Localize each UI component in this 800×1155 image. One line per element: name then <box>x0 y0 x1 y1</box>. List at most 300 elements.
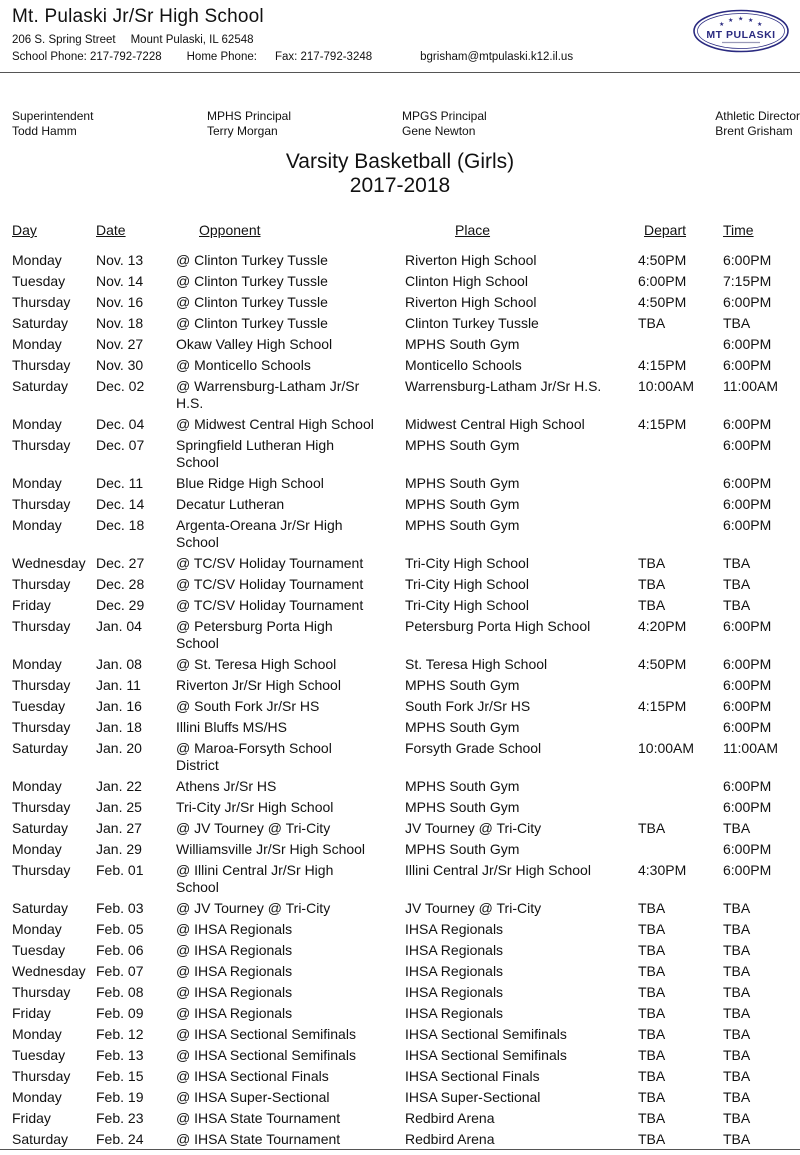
cell-depart <box>638 719 723 723</box>
header-day: Day <box>12 222 37 238</box>
cell-opponent: Riverton Jr/Sr High School <box>176 677 341 693</box>
cell-day: Tuesday <box>12 698 66 714</box>
email-address: bgrisham@mtpulaski.k12.il.us <box>420 51 574 63</box>
cell-day: Monday <box>12 921 62 937</box>
cell-date: Jan. 25 <box>96 799 142 815</box>
schedule-row <box>12 1089 800 1110</box>
cell-day: Saturday <box>12 378 69 394</box>
cell-place: Redbird Arena <box>405 1131 495 1147</box>
cell-date: Feb. 12 <box>96 1026 144 1042</box>
cell-time: TBA <box>723 963 751 979</box>
cell-place: Forsyth Grade School <box>405 740 542 756</box>
cell-depart <box>638 677 723 681</box>
header-date: Date <box>96 222 126 238</box>
cell-day: Thursday <box>12 719 71 735</box>
contact-line <box>12 51 573 63</box>
cell-day: Tuesday <box>12 273 66 289</box>
cell-day: Monday <box>12 778 62 794</box>
school-seal-icon <box>692 8 790 54</box>
cell-opponent: @ South Fork Jr/Sr HS <box>176 698 320 714</box>
cell-opponent: @ Midwest Central High School <box>176 416 374 432</box>
cell-depart: 6:00PM <box>638 273 687 289</box>
cell-day: Friday <box>12 597 51 613</box>
cell-date: Feb. 19 <box>96 1089 144 1105</box>
cell-opponent: @ IHSA Sectional Finals <box>176 1068 329 1084</box>
cell-opponent: @ IHSA Regionals <box>176 942 293 958</box>
cell-place: IHSA Regionals <box>405 963 504 979</box>
cell-depart: 10:00AM <box>638 740 695 756</box>
cell-place: MPHS South Gym <box>405 719 520 735</box>
page-title-line2: 2017-2018 <box>349 174 451 197</box>
cell-day: Tuesday <box>12 1047 66 1063</box>
cell-depart <box>638 475 723 479</box>
star-icon: ★ <box>757 22 763 28</box>
cell-date: Dec. 07 <box>96 437 145 453</box>
cell-depart <box>638 778 723 782</box>
schedule-row <box>12 517 800 555</box>
cell-time: TBA <box>723 597 751 613</box>
cell-place: Riverton High School <box>405 294 537 310</box>
staff-name: Todd Hamm <box>12 124 77 138</box>
cell-time: TBA <box>723 315 751 331</box>
cell-date: Dec. 28 <box>96 576 145 592</box>
cell-opponent: Athens Jr/Sr HS <box>176 778 277 794</box>
footer-divider <box>0 1149 800 1150</box>
cell-opponent: @ Illini Central Jr/Sr High School <box>176 862 334 895</box>
star-icon: ★ <box>738 16 744 23</box>
cell-depart: TBA <box>638 1047 666 1063</box>
cell-opponent: @ St. Teresa High School <box>176 656 337 672</box>
schedule-row <box>12 984 800 1005</box>
address-street: 206 S. Spring Street <box>12 34 116 46</box>
cell-opponent: @ IHSA Sectional Semifinals <box>176 1047 356 1063</box>
staff-item <box>12 109 207 138</box>
cell-date: Feb. 13 <box>96 1047 144 1063</box>
schedule-row <box>12 841 800 862</box>
schedule-row <box>12 294 800 315</box>
schedule-row <box>12 677 800 698</box>
school-info <box>12 6 573 63</box>
cell-opponent: @ Petersburg Porta High School <box>176 618 333 651</box>
header-divider <box>0 72 800 73</box>
cell-time: TBA <box>723 900 751 916</box>
cell-depart: TBA <box>638 1026 666 1042</box>
schedule-row <box>12 1068 800 1089</box>
cell-place: MPHS South Gym <box>405 799 520 815</box>
cell-depart: TBA <box>638 315 666 331</box>
schedule-row <box>12 336 800 357</box>
cell-place: MPHS South Gym <box>405 517 520 533</box>
cell-date: Jan. 29 <box>96 841 142 857</box>
staff-title: MPHS Principal <box>207 109 292 123</box>
cell-depart: 4:15PM <box>638 698 687 714</box>
cell-time: TBA <box>723 1005 751 1021</box>
cell-opponent: @ IHSA State Tournament <box>176 1131 341 1147</box>
cell-opponent: @ Monticello Schools <box>176 357 311 373</box>
staff-title: Superintendent <box>12 109 94 123</box>
cell-place: IHSA Regionals <box>405 921 504 937</box>
cell-time: 6:00PM <box>723 336 772 352</box>
header-depart: Depart <box>644 222 687 238</box>
schedule-row <box>12 656 800 677</box>
cell-opponent: Illini Bluffs MS/HS <box>176 719 287 735</box>
cell-date: Feb. 06 <box>96 942 144 958</box>
header-place: Place <box>455 222 491 238</box>
cell-time: 11:00AM <box>723 378 778 394</box>
schedule-row <box>12 378 800 416</box>
cell-day: Thursday <box>12 576 71 592</box>
cell-depart: TBA <box>638 984 666 1000</box>
cell-depart: TBA <box>638 900 666 916</box>
staff-row <box>0 109 800 138</box>
cell-depart: TBA <box>638 1110 666 1126</box>
cell-day: Thursday <box>12 496 71 512</box>
cell-depart: 4:50PM <box>638 294 687 310</box>
cell-depart <box>638 517 723 521</box>
schedule-row <box>12 820 800 841</box>
cell-depart: TBA <box>638 576 666 592</box>
schedule-body <box>12 252 800 1152</box>
cell-depart: TBA <box>638 921 666 937</box>
cell-place: Tri-City High School <box>405 597 529 613</box>
schedule-row <box>12 496 800 517</box>
cell-time: 6:00PM <box>723 841 772 857</box>
star-icon: ★ <box>748 18 754 24</box>
cell-day: Saturday <box>12 315 69 331</box>
cell-day: Thursday <box>12 294 71 310</box>
cell-date: Feb. 05 <box>96 921 144 937</box>
cell-date: Nov. 27 <box>96 336 144 352</box>
staff-item <box>715 109 800 138</box>
cell-time: 6:00PM <box>723 698 772 714</box>
cell-depart: TBA <box>638 1131 666 1147</box>
cell-time: TBA <box>723 576 751 592</box>
cell-time: 7:15PM <box>723 273 772 289</box>
cell-depart <box>638 799 723 803</box>
cell-place: MPHS South Gym <box>405 841 520 857</box>
cell-opponent: @ Maroa-Forsyth School District <box>176 740 332 773</box>
cell-place: JV Tourney @ Tri-City <box>405 820 542 836</box>
schedule-row <box>12 475 800 496</box>
page-title-line1: Varsity Basketball (Girls) <box>285 150 515 173</box>
cell-opponent: @ IHSA Super-Sectional <box>176 1089 330 1105</box>
cell-opponent: @ TC/SV Holiday Tournament <box>176 555 364 571</box>
cell-opponent: @ Clinton Turkey Tussle <box>176 315 328 331</box>
schedule-row <box>12 576 800 597</box>
cell-day: Monday <box>12 656 62 672</box>
cell-time: 6:00PM <box>723 862 772 878</box>
cell-time: TBA <box>723 942 751 958</box>
cell-day: Thursday <box>12 1068 71 1084</box>
schedule-row <box>12 437 800 475</box>
cell-opponent: Williamsville Jr/Sr High School <box>176 841 366 857</box>
cell-day: Saturday <box>12 820 69 836</box>
cell-date: Jan. 18 <box>96 719 142 735</box>
cell-place: IHSA Sectional Semifinals <box>405 1047 567 1063</box>
cell-opponent: Blue Ridge High School <box>176 475 324 491</box>
cell-opponent: @ IHSA Sectional Semifinals <box>176 1026 356 1042</box>
cell-time: TBA <box>723 1047 751 1063</box>
cell-place: Illini Central Jr/Sr High School <box>405 862 591 878</box>
cell-date: Nov. 18 <box>96 315 144 331</box>
cell-day: Wednesday <box>12 963 86 979</box>
cell-date: Nov. 13 <box>96 252 144 268</box>
schedule-row <box>12 597 800 618</box>
cell-place: JV Tourney @ Tri-City <box>405 900 542 916</box>
cell-day: Monday <box>12 416 62 432</box>
home-phone-label: Home Phone: <box>186 51 257 63</box>
cell-date: Dec. 27 <box>96 555 145 571</box>
schedule-row <box>12 698 800 719</box>
cell-place: Monticello Schools <box>405 357 522 373</box>
cell-place: St. Teresa High School <box>405 656 548 672</box>
cell-date: Feb. 09 <box>96 1005 144 1021</box>
cell-place: Redbird Arena <box>405 1110 495 1126</box>
schedule-row <box>12 778 800 799</box>
cell-opponent: @ TC/SV Holiday Tournament <box>176 576 364 592</box>
cell-place: IHSA Regionals <box>405 1005 504 1021</box>
cell-place: Clinton Turkey Tussle <box>405 315 539 331</box>
schedule-row <box>12 1047 800 1068</box>
schedule-row <box>12 555 800 576</box>
cell-depart <box>638 336 723 340</box>
address-line <box>12 34 573 46</box>
star-icon: ★ <box>728 18 734 24</box>
schedule-row <box>12 315 800 336</box>
schedule-row <box>12 1005 800 1026</box>
cell-day: Thursday <box>12 677 71 693</box>
cell-time: TBA <box>723 1110 751 1126</box>
cell-date: Dec. 18 <box>96 517 145 533</box>
cell-depart: TBA <box>638 963 666 979</box>
cell-depart: 4:20PM <box>638 618 687 634</box>
cell-depart: 4:50PM <box>638 252 687 268</box>
cell-place: IHSA Sectional Semifinals <box>405 1026 567 1042</box>
cell-day: Monday <box>12 336 62 352</box>
cell-time: 6:00PM <box>723 475 772 491</box>
cell-date: Jan. 16 <box>96 698 142 714</box>
cell-date: Jan. 20 <box>96 740 142 756</box>
cell-time: TBA <box>723 1131 751 1147</box>
cell-date: Jan. 27 <box>96 820 142 836</box>
schedule-row <box>12 1110 800 1131</box>
cell-day: Thursday <box>12 862 71 878</box>
staff-name: Terry Morgan <box>207 124 278 138</box>
page-header <box>0 6 800 63</box>
cell-depart: TBA <box>638 597 666 613</box>
cell-day: Saturday <box>12 900 69 916</box>
cell-depart: TBA <box>638 555 666 571</box>
cell-time: TBA <box>723 820 751 836</box>
schedule-row <box>12 900 800 921</box>
cell-date: Feb. 23 <box>96 1110 144 1126</box>
header-opponent: Opponent <box>199 222 261 238</box>
cell-time: 6:00PM <box>723 618 772 634</box>
cell-time: 6:00PM <box>723 799 772 815</box>
cell-date: Nov. 30 <box>96 357 144 373</box>
cell-date: Jan. 11 <box>96 677 141 693</box>
cell-place: IHSA Super-Sectional <box>405 1089 541 1105</box>
cell-opponent: @ JV Tourney @ Tri-City <box>176 900 331 916</box>
cell-place: Midwest Central High School <box>405 416 585 432</box>
cell-place: IHSA Sectional Finals <box>405 1068 540 1084</box>
cell-depart: TBA <box>638 1005 666 1021</box>
schedule-row <box>12 357 800 378</box>
cell-depart <box>638 496 723 500</box>
cell-depart: TBA <box>638 942 666 958</box>
cell-time: 6:00PM <box>723 517 772 533</box>
cell-place: Petersburg Porta High School <box>405 618 591 634</box>
cell-opponent: @ Clinton Turkey Tussle <box>176 252 328 268</box>
page-title <box>0 150 800 198</box>
staff-title: MPGS Principal <box>402 109 487 123</box>
cell-depart: TBA <box>638 820 666 836</box>
schedule-row <box>12 740 800 778</box>
cell-depart <box>638 437 723 441</box>
cell-date: Dec. 02 <box>96 378 145 394</box>
cell-date: Nov. 14 <box>96 273 144 289</box>
cell-opponent: @ IHSA State Tournament <box>176 1110 341 1126</box>
schedule-row <box>12 719 800 740</box>
cell-place: IHSA Regionals <box>405 942 504 958</box>
cell-place: Tri-City High School <box>405 576 529 592</box>
school-phone: School Phone: 217-792-7228 <box>12 51 162 63</box>
cell-day: Monday <box>12 1089 62 1105</box>
cell-opponent: Tri-City Jr/Sr High School <box>176 799 334 815</box>
cell-depart <box>638 841 723 845</box>
cell-time: TBA <box>723 555 751 571</box>
cell-day: Wednesday <box>12 555 86 571</box>
cell-day: Monday <box>12 252 62 268</box>
schedule-row <box>12 963 800 984</box>
cell-place: IHSA Regionals <box>405 984 504 1000</box>
cell-opponent: @ IHSA Regionals <box>176 963 293 979</box>
cell-opponent: Argenta-Oreana Jr/Sr High School <box>176 517 343 550</box>
cell-place: MPHS South Gym <box>405 677 520 693</box>
cell-date: Feb. 08 <box>96 984 144 1000</box>
cell-time: 6:00PM <box>723 416 772 432</box>
cell-opponent: @ IHSA Regionals <box>176 984 293 1000</box>
cell-place: MPHS South Gym <box>405 496 520 512</box>
cell-day: Friday <box>12 1005 51 1021</box>
cell-time: TBA <box>723 921 751 937</box>
address-city: Mount Pulaski, IL 62548 <box>130 34 254 46</box>
staff-item <box>207 109 402 138</box>
cell-time: 6:00PM <box>723 656 772 672</box>
cell-day: Thursday <box>12 618 71 634</box>
cell-date: Feb. 07 <box>96 963 144 979</box>
header-time: Time <box>723 222 754 238</box>
star-icon: ★ <box>719 22 725 28</box>
staff-item <box>402 109 715 138</box>
cell-date: Feb. 03 <box>96 900 144 916</box>
cell-place: MPHS South Gym <box>405 336 520 352</box>
school-name: Mt. Pulaski Jr/Sr High School <box>12 6 264 27</box>
cell-time: 6:00PM <box>723 496 772 512</box>
cell-opponent: @ JV Tourney @ Tri-City <box>176 820 331 836</box>
cell-day: Saturday <box>12 1131 69 1147</box>
logo-text: MT PULASKI <box>706 29 776 41</box>
cell-day: Friday <box>12 1110 51 1126</box>
cell-time: 6:00PM <box>723 719 772 735</box>
cell-date: Jan. 04 <box>96 618 142 634</box>
cell-day: Thursday <box>12 799 71 815</box>
schedule-row <box>12 862 800 900</box>
cell-time: 11:00AM <box>723 740 778 756</box>
cell-place: South Fork Jr/Sr HS <box>405 698 531 714</box>
cell-date: Dec. 04 <box>96 416 145 432</box>
cell-depart: TBA <box>638 1068 666 1084</box>
cell-time: TBA <box>723 1068 751 1084</box>
cell-place: MPHS South Gym <box>405 475 520 491</box>
cell-place: MPHS South Gym <box>405 437 520 453</box>
cell-time: 6:00PM <box>723 294 772 310</box>
staff-title: Athletic Director <box>715 109 800 123</box>
cell-depart: 4:15PM <box>638 357 687 373</box>
cell-day: Monday <box>12 517 62 533</box>
cell-place: Clinton High School <box>405 273 528 289</box>
cell-depart: 4:15PM <box>638 416 687 432</box>
schedule-row <box>12 1026 800 1047</box>
cell-date: Feb. 01 <box>96 862 144 878</box>
cell-opponent: @ Warrensburg-Latham Jr/Sr H.S. <box>176 378 360 411</box>
cell-day: Tuesday <box>12 942 66 958</box>
cell-depart: 4:30PM <box>638 862 687 878</box>
cell-place: Riverton High School <box>405 252 537 268</box>
schedule-row <box>12 799 800 820</box>
cell-day: Monday <box>12 1026 62 1042</box>
cell-day: Thursday <box>12 437 71 453</box>
cell-date: Jan. 08 <box>96 656 142 672</box>
cell-place: Tri-City High School <box>405 555 529 571</box>
cell-date: Feb. 15 <box>96 1068 144 1084</box>
cell-date: Dec. 11 <box>96 475 144 491</box>
cell-date: Nov. 16 <box>96 294 144 310</box>
cell-opponent: @ TC/SV Holiday Tournament <box>176 597 364 613</box>
cell-time: 6:00PM <box>723 778 772 794</box>
cell-opponent: @ Clinton Turkey Tussle <box>176 294 328 310</box>
schedule-row <box>12 252 800 273</box>
cell-time: 6:00PM <box>723 252 772 268</box>
cell-date: Dec. 14 <box>96 496 145 512</box>
cell-time: 6:00PM <box>723 677 772 693</box>
staff-name: Gene Newton <box>402 124 476 138</box>
schedule-table <box>0 222 800 1152</box>
cell-opponent: Decatur Lutheran <box>176 496 285 512</box>
mt-pulaski-logo <box>692 8 792 63</box>
cell-day: Thursday <box>12 984 71 1000</box>
cell-depart: 10:00AM <box>638 378 695 394</box>
cell-place: Warrensburg-Latham Jr/Sr H.S. <box>405 378 602 394</box>
cell-opponent: Springfield Lutheran High School <box>176 437 334 470</box>
fax-number: Fax: 217-792-3248 <box>274 51 373 63</box>
cell-date: Feb. 24 <box>96 1131 144 1147</box>
cell-date: Jan. 22 <box>96 778 142 794</box>
cell-place: MPHS South Gym <box>405 778 520 794</box>
cell-depart: TBA <box>638 1089 666 1105</box>
schedule-header-row <box>12 222 800 239</box>
schedule-row <box>12 273 800 294</box>
cell-day: Saturday <box>12 740 69 756</box>
cell-opponent: @ IHSA Regionals <box>176 1005 293 1021</box>
cell-opponent: @ IHSA Regionals <box>176 921 293 937</box>
cell-time: TBA <box>723 984 751 1000</box>
staff-name: Brent Grisham <box>715 124 793 138</box>
cell-time: TBA <box>723 1089 751 1105</box>
cell-day: Monday <box>12 841 62 857</box>
cell-day: Monday <box>12 475 62 491</box>
cell-date: Dec. 29 <box>96 597 145 613</box>
